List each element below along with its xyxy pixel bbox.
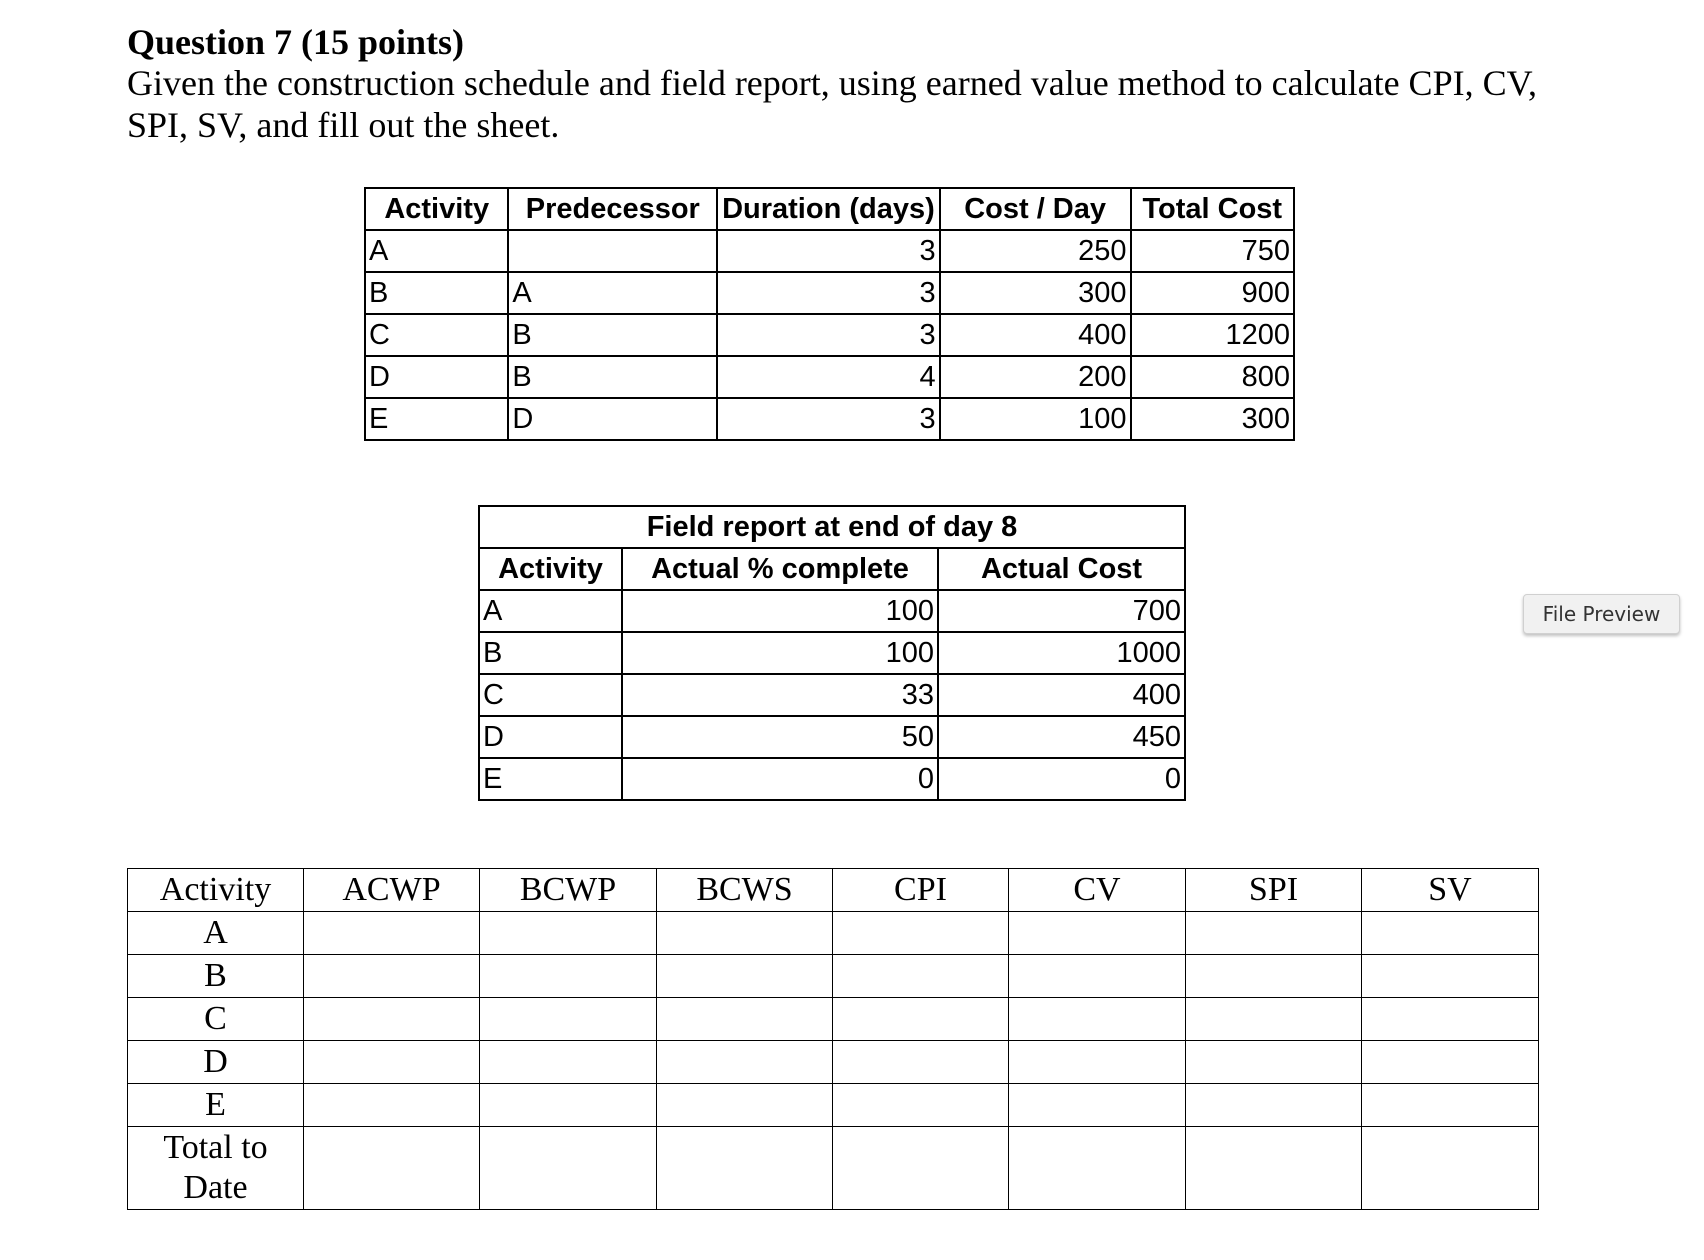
sheet-header-cpi: CPI xyxy=(833,869,1009,912)
field-header-actual-cost: Actual Cost xyxy=(938,548,1185,590)
sheet-activity: B xyxy=(128,955,304,998)
field-percent-complete: 100 xyxy=(622,632,938,674)
sheet-activity: E xyxy=(128,1084,304,1127)
schedule-cost-per-day: 100 xyxy=(940,398,1131,440)
sheet-blank-cell[interactable] xyxy=(304,998,480,1041)
sheet-blank-cell[interactable] xyxy=(1009,1084,1186,1127)
sheet-blank-cell[interactable] xyxy=(657,912,833,955)
schedule-header-total-cost: Total Cost xyxy=(1131,188,1294,230)
answer-sheet-header-row xyxy=(128,869,1539,912)
sheet-blank-cell[interactable] xyxy=(480,1084,657,1127)
file-preview-button[interactable]: File Preview xyxy=(1523,594,1680,634)
sheet-blank-cell[interactable] xyxy=(1186,912,1362,955)
schedule-activity: B xyxy=(365,272,508,314)
schedule-cost-per-day: 250 xyxy=(940,230,1131,272)
schedule-header-predecessor: Predecessor xyxy=(508,188,717,230)
answer-sheet-row xyxy=(128,912,1539,955)
schedule-row xyxy=(365,398,1294,440)
schedule-header-cost-per-day: Cost / Day xyxy=(940,188,1131,230)
sheet-blank-cell[interactable] xyxy=(1186,1041,1362,1084)
sheet-header-spi: SPI xyxy=(1186,869,1362,912)
sheet-blank-cell[interactable] xyxy=(480,1041,657,1084)
sheet-blank-cell[interactable] xyxy=(1362,912,1539,955)
sheet-blank-cell[interactable] xyxy=(1009,955,1186,998)
field-percent-complete: 0 xyxy=(622,758,938,800)
field-actual-cost: 0 xyxy=(938,758,1185,800)
schedule-cost-per-day: 400 xyxy=(940,314,1131,356)
schedule-total-cost: 750 xyxy=(1131,230,1294,272)
sheet-activity: D xyxy=(128,1041,304,1084)
field-actual-cost: 450 xyxy=(938,716,1185,758)
sheet-blank-cell[interactable] xyxy=(1362,1127,1539,1210)
sheet-blank-cell[interactable] xyxy=(1009,998,1186,1041)
schedule-total-cost: 800 xyxy=(1131,356,1294,398)
sheet-blank-cell[interactable] xyxy=(304,955,480,998)
field-percent-complete: 33 xyxy=(622,674,938,716)
field-percent-complete: 100 xyxy=(622,590,938,632)
schedule-predecessor: B xyxy=(508,314,717,356)
sheet-header-acwp: ACWP xyxy=(304,869,480,912)
schedule-total-cost: 300 xyxy=(1131,398,1294,440)
sheet-blank-cell[interactable] xyxy=(1009,1041,1186,1084)
schedule-row xyxy=(365,356,1294,398)
field-header-activity: Activity xyxy=(479,548,622,590)
field-report-caption: Field report at end of day 8 xyxy=(479,506,1185,548)
schedule-total-cost: 1200 xyxy=(1131,314,1294,356)
sheet-blank-cell[interactable] xyxy=(1186,955,1362,998)
schedule-duration: 3 xyxy=(717,230,939,272)
sheet-blank-cell[interactable] xyxy=(657,955,833,998)
schedule-row xyxy=(365,272,1294,314)
field-report-row xyxy=(479,632,1185,674)
sheet-blank-cell[interactable] xyxy=(833,912,1009,955)
schedule-total-cost: 900 xyxy=(1131,272,1294,314)
sheet-blank-cell[interactable] xyxy=(1186,998,1362,1041)
schedule-duration: 3 xyxy=(717,272,939,314)
sheet-blank-cell[interactable] xyxy=(833,1041,1009,1084)
field-report-row xyxy=(479,674,1185,716)
sheet-blank-cell[interactable] xyxy=(657,1084,833,1127)
field-activity: E xyxy=(479,758,622,800)
field-report-table xyxy=(478,505,1186,801)
sheet-blank-cell[interactable] xyxy=(833,1084,1009,1127)
field-report-header-row xyxy=(479,548,1185,590)
sheet-blank-cell[interactable] xyxy=(480,1127,657,1210)
schedule-predecessor: D xyxy=(508,398,717,440)
schedule-row xyxy=(365,314,1294,356)
field-report-row xyxy=(479,590,1185,632)
schedule-activity: D xyxy=(365,356,508,398)
schedule-cost-per-day: 300 xyxy=(940,272,1131,314)
sheet-blank-cell[interactable] xyxy=(1009,1127,1186,1210)
schedule-activity: E xyxy=(365,398,508,440)
answer-sheet-row xyxy=(128,1041,1539,1084)
sheet-header-sv: SV xyxy=(1362,869,1539,912)
field-report-row xyxy=(479,758,1185,800)
schedule-row xyxy=(365,230,1294,272)
sheet-blank-cell[interactable] xyxy=(833,1127,1009,1210)
sheet-blank-cell[interactable] xyxy=(304,1127,480,1210)
field-actual-cost: 400 xyxy=(938,674,1185,716)
sheet-total-label: Total to Date xyxy=(128,1127,304,1210)
sheet-header-cv: CV xyxy=(1009,869,1186,912)
field-activity: D xyxy=(479,716,622,758)
sheet-blank-cell[interactable] xyxy=(480,998,657,1041)
schedule-header-row xyxy=(365,188,1294,230)
field-actual-cost: 1000 xyxy=(938,632,1185,674)
schedule-activity: C xyxy=(365,314,508,356)
schedule-predecessor xyxy=(508,230,717,272)
schedule-duration: 4 xyxy=(717,356,939,398)
schedule-predecessor: B xyxy=(508,356,717,398)
sheet-blank-cell[interactable] xyxy=(657,998,833,1041)
sheet-activity: A xyxy=(128,912,304,955)
sheet-blank-cell[interactable] xyxy=(833,998,1009,1041)
sheet-blank-cell[interactable] xyxy=(1186,1084,1362,1127)
schedule-duration: 3 xyxy=(717,398,939,440)
field-actual-cost: 700 xyxy=(938,590,1185,632)
answer-sheet-total-row xyxy=(128,1127,1539,1210)
field-activity: C xyxy=(479,674,622,716)
sheet-activity: C xyxy=(128,998,304,1041)
answer-sheet-row xyxy=(128,1084,1539,1127)
schedule-duration: 3 xyxy=(717,314,939,356)
field-report-caption-row xyxy=(479,506,1185,548)
schedule-table xyxy=(364,187,1295,441)
sheet-blank-cell[interactable] xyxy=(1362,1084,1539,1127)
sheet-blank-cell[interactable] xyxy=(304,912,480,955)
sheet-blank-cell[interactable] xyxy=(304,1084,480,1127)
sheet-header-activity: Activity xyxy=(128,869,304,912)
sheet-blank-cell[interactable] xyxy=(480,955,657,998)
sheet-blank-cell[interactable] xyxy=(1362,998,1539,1041)
schedule-activity: A xyxy=(365,230,508,272)
schedule-cost-per-day: 200 xyxy=(940,356,1131,398)
schedule-header-duration: Duration (days) xyxy=(717,188,939,230)
schedule-predecessor: A xyxy=(508,272,717,314)
sheet-blank-cell[interactable] xyxy=(1009,912,1186,955)
field-activity: A xyxy=(479,590,622,632)
sheet-blank-cell[interactable] xyxy=(480,912,657,955)
answer-sheet-row xyxy=(128,998,1539,1041)
field-report-row xyxy=(479,716,1185,758)
sheet-header-bcws: BCWS xyxy=(657,869,833,912)
field-percent-complete: 50 xyxy=(622,716,938,758)
answer-sheet-table xyxy=(127,868,1539,1210)
sheet-header-bcwp: BCWP xyxy=(480,869,657,912)
field-activity: B xyxy=(479,632,622,674)
schedule-header-activity: Activity xyxy=(365,188,508,230)
sheet-blank-cell[interactable] xyxy=(657,1041,833,1084)
sheet-blank-cell[interactable] xyxy=(304,1041,480,1084)
question-title: Question 7 (15 points) xyxy=(127,22,465,62)
sheet-blank-cell[interactable] xyxy=(1362,955,1539,998)
field-header-percent-complete: Actual % complete xyxy=(622,548,938,590)
sheet-blank-cell[interactable] xyxy=(833,955,1009,998)
question-text: Given the construction schedule and field report, using earned value method to calculate CPI, CV, SPI, SV, and fill out the sheet. xyxy=(127,63,1537,145)
sheet-blank-cell[interactable] xyxy=(657,1127,833,1210)
sheet-blank-cell[interactable] xyxy=(1362,1041,1539,1084)
answer-sheet-row xyxy=(128,955,1539,998)
sheet-blank-cell[interactable] xyxy=(1186,1127,1362,1210)
